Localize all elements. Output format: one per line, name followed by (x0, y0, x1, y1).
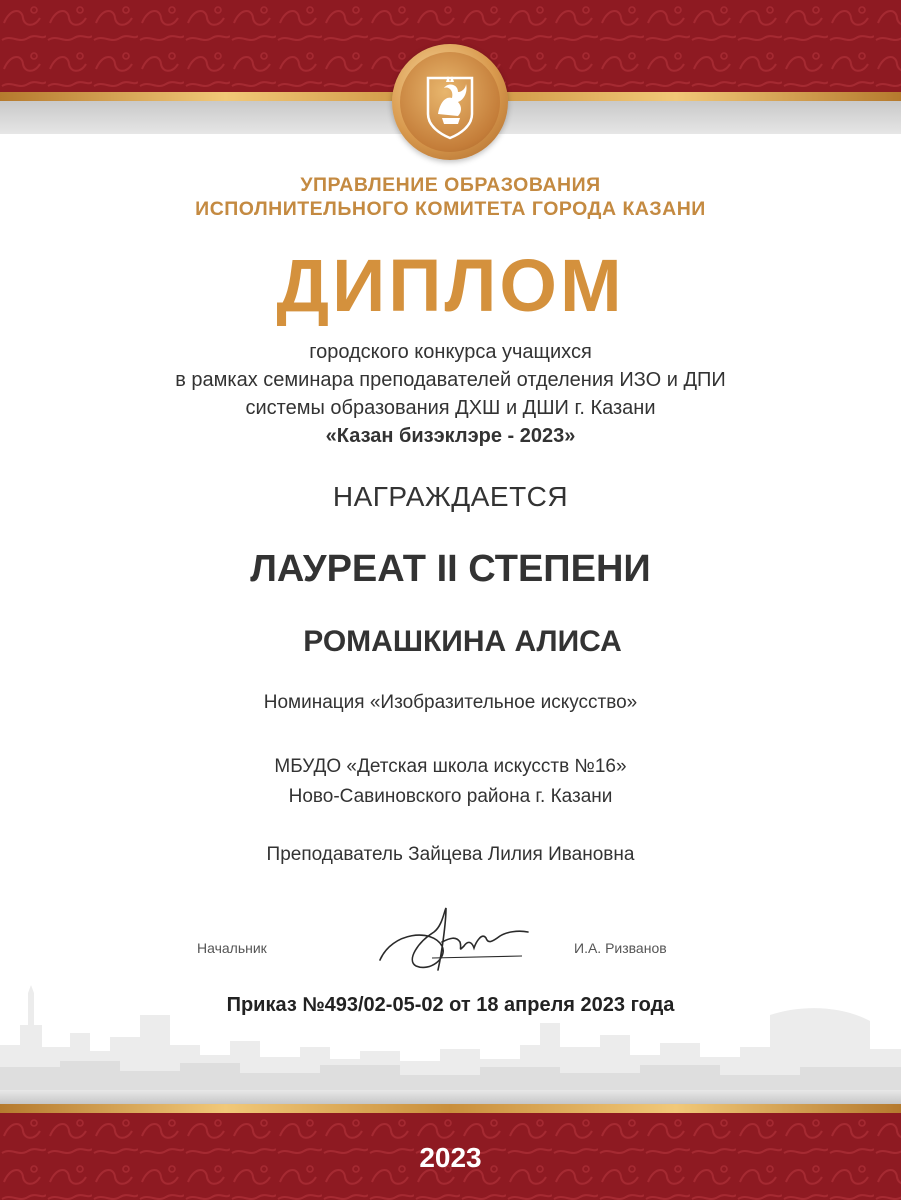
diploma-year: 2023 (419, 1142, 482, 1173)
contest-name: «Казан бизэклэре - 2023» (325, 425, 576, 447)
signatory-position: Начальник (197, 940, 267, 956)
bottom-gold-stripe (0, 1104, 901, 1113)
teacher-name: Преподаватель Зайцева Лилия Ивановна (266, 844, 635, 865)
order-reference: Приказ №493/02-05-02 от 18 апреля 2023 года (226, 994, 675, 1016)
nomination: Номинация «Изобразительное искусство» (263, 692, 638, 713)
award-degree: ЛАУРЕАТ II СТЕПЕНИ (250, 548, 651, 590)
emblem-medallion (392, 44, 508, 160)
kazan-coat-of-arms-icon (392, 44, 508, 160)
school-line-2: Ново-Савиновского района г. Казани (288, 786, 613, 807)
school-line-1: МБУДО «Детская школа искусств №16» (274, 756, 627, 777)
organization-line-2: ИСПОЛНИТЕЛЬНОГО КОМИТЕТА ГОРОДА КАЗАНИ (195, 198, 706, 220)
bottom-grey-stripe (0, 1090, 901, 1104)
awarded-label: НАГРАЖДАЕТСЯ (332, 481, 569, 512)
city-skyline-illustration (0, 985, 901, 1095)
diploma-title: ДИПЛОМ (276, 244, 625, 327)
recipient-name: РОМАШКИНА АЛИСА (303, 625, 622, 658)
handwritten-signature (372, 902, 532, 982)
signatory-name: И.А. Ризванов (574, 940, 667, 956)
school-info (0, 752, 901, 812)
description-line-2: в рамках семинара преподавателей отделения ИЗО и ДПИ (175, 369, 726, 391)
contest-description (0, 338, 901, 450)
description-line-1: городского конкурса учащихся (309, 341, 592, 363)
organization-name (0, 173, 901, 221)
description-line-3: системы образования ДХШ и ДШИ г. Казани (245, 397, 656, 419)
organization-line-1: УПРАВЛЕНИЕ ОБРАЗОВАНИЯ (300, 174, 601, 196)
